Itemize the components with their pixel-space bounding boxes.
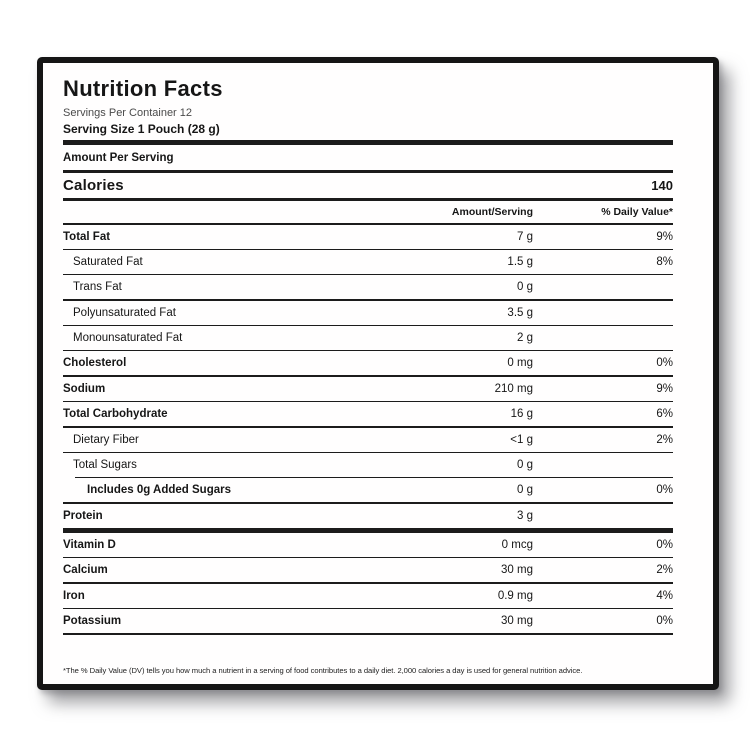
calories-row — [63, 173, 673, 198]
nutrient-name: Total Fat — [63, 230, 111, 243]
nutrient-daily-value: 0% — [656, 614, 673, 627]
nutrient-name: Calcium — [63, 564, 108, 577]
table-row-cholesterol — [63, 351, 673, 375]
nutrient-amount: 2 g — [517, 332, 533, 345]
table-row-vitamin-d — [63, 533, 673, 557]
divider — [63, 633, 673, 635]
nutrient-name: Cholesterol — [63, 357, 127, 370]
nutrient-amount: 3.5 g — [507, 306, 533, 319]
nutrient-daily-value: 0% — [656, 484, 673, 497]
nutrient-amount: <1 g — [510, 433, 533, 446]
nutrient-amount: 30 mg — [501, 614, 533, 627]
nutrient-amount: 0 g — [517, 459, 533, 472]
amount-per-serving-heading: Amount Per Serving — [63, 151, 174, 164]
nutrient-name: Total Carbohydrate — [63, 408, 168, 421]
nutrient-amount: 0.9 mg — [497, 589, 533, 602]
table-row-total-carbohydrate — [63, 402, 673, 426]
column-header-amount: Amount/Serving — [451, 205, 533, 218]
nutrient-daily-value: 2% — [656, 433, 673, 446]
nutrient-amount: 16 g — [510, 408, 533, 421]
table-row-polyunsaturated-fat — [63, 301, 673, 325]
servings-per-container: Servings Per Container 12 — [63, 107, 193, 119]
nutrient-name: Protein — [63, 509, 103, 522]
nutrient-amount: 3 g — [517, 509, 533, 522]
nutrient-daily-value: 9% — [656, 230, 673, 243]
nutrient-amount: 0 g — [517, 281, 533, 294]
nutrient-amount: 30 mg — [501, 564, 533, 577]
nutrient-daily-value: 0% — [656, 357, 673, 370]
nutrient-daily-value: 6% — [656, 408, 673, 421]
nutrient-daily-value: 8% — [656, 255, 673, 268]
table-row-protein — [63, 504, 673, 528]
nutrient-name: Includes 0g Added Sugars — [87, 484, 231, 497]
table-row-total-fat — [63, 225, 673, 249]
table-row-monounsaturated-fat — [63, 326, 673, 350]
nutrient-amount: 210 mg — [494, 382, 533, 395]
nutrient-amount: 7 g — [517, 230, 533, 243]
table-row-dietary-fiber — [63, 428, 673, 452]
nutrient-name: Sodium — [63, 382, 106, 395]
nutrient-daily-value: 0% — [656, 538, 673, 551]
table-row-added-sugars — [63, 478, 673, 502]
table-row-calcium — [63, 558, 673, 582]
daily-value-footnote: *The % Daily Value (DV) tells you how much a nutrient in a serving of food contributes to a daily diet. 2,000 calories a day is used for general nutrition advice. — [63, 665, 583, 675]
nutrient-name: Potassium — [63, 614, 122, 627]
nutrient-name: Monounsaturated Fat — [73, 332, 183, 345]
nutrient-daily-value: 9% — [656, 382, 673, 395]
nutrient-name: Saturated Fat — [73, 255, 143, 268]
table-row-trans-fat — [63, 275, 673, 299]
nutrient-name: Vitamin D — [63, 538, 116, 551]
nutrient-amount: 0 g — [517, 484, 533, 497]
nutrient-name: Total Sugars — [73, 459, 137, 472]
nutrient-amount: 1.5 g — [507, 255, 533, 268]
nutrient-amount: 0 mg — [507, 357, 533, 370]
column-header-daily-value: % Daily Value* — [601, 205, 673, 218]
nutrient-name: Polyunsaturated Fat — [73, 306, 176, 319]
table-row-sodium — [63, 377, 673, 401]
page-title: Nutrition Facts — [63, 76, 223, 101]
nutrient-amount: 0 mcg — [501, 538, 533, 551]
table-row-total-sugars — [63, 453, 673, 477]
nutrient-daily-value: 2% — [656, 564, 673, 577]
nutrient-name: Trans Fat — [73, 281, 122, 294]
nutrient-name: Iron — [63, 589, 85, 602]
table-row-saturated-fat — [63, 250, 673, 274]
nutrient-daily-value: 4% — [656, 589, 673, 602]
calories-value: 140 — [651, 177, 673, 193]
serving-size: Serving Size 1 Pouch (28 g) — [63, 122, 220, 136]
table-row-iron — [63, 584, 673, 608]
nutrient-name: Dietary Fiber — [73, 433, 139, 446]
table-row-potassium — [63, 609, 673, 633]
column-headers — [63, 201, 673, 223]
nutrition-facts-panel — [37, 57, 719, 690]
calories-label: Calories — [63, 176, 124, 194]
